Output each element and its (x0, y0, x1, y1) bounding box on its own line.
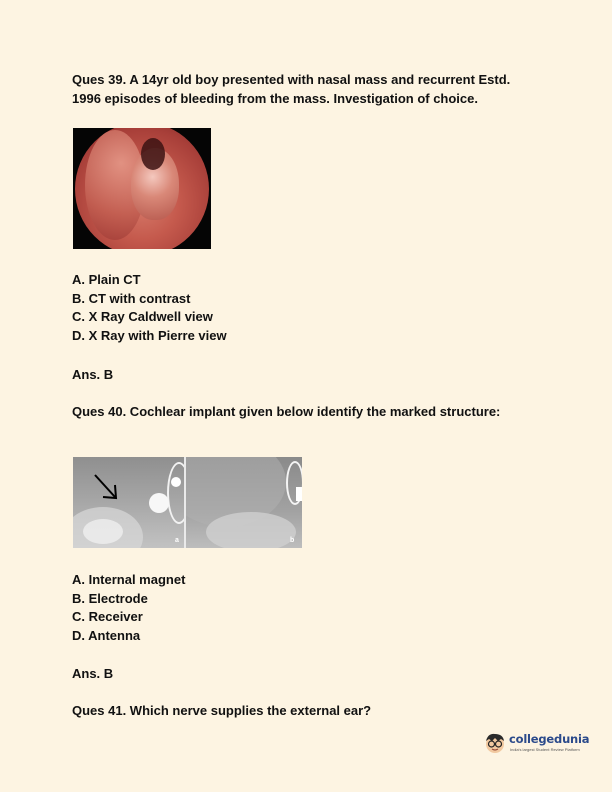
question-39-line-2: 1996 episodes of bleeding from the mass. Investigation of choice. (72, 91, 478, 106)
collegedunia-logo (484, 730, 604, 760)
question-39 (72, 70, 552, 108)
question-40: Ques 40. Cochlear implant given below identify the marked structure: (72, 404, 501, 419)
question-40-options (72, 571, 185, 645)
logo-tagline: India's largest Student Review Platform (510, 747, 580, 752)
panel-label-a: a (175, 537, 179, 544)
option-c[interactable]: C. X Ray Caldwell view (72, 309, 213, 324)
cochlear-implant-xray-image (73, 457, 302, 548)
option-a[interactable]: A. Plain CT (72, 272, 141, 287)
option-b[interactable]: B. Electrode (72, 590, 148, 606)
option-c[interactable]: C. Receiver (72, 609, 143, 624)
xray-panel-b (186, 457, 302, 548)
option-b[interactable]: B. CT with contrast (72, 290, 191, 306)
panel-label-b: b (290, 537, 295, 544)
option-d[interactable]: D. Antenna (72, 627, 141, 643)
answer-39: Ans. B (72, 367, 114, 382)
answer-40: Ans. B (72, 666, 114, 681)
question-41: Ques 41. Which nerve supplies the external ear? (72, 703, 372, 718)
mascot-icon (484, 732, 506, 754)
nasal-mass-endoscopy-image (73, 128, 211, 249)
xray-panel-a (73, 457, 184, 548)
logo-name: collegedunia (509, 732, 590, 746)
question-39-options (72, 271, 227, 345)
option-a[interactable]: A. Internal magnet (72, 572, 186, 587)
question-39-line-1: Ques 39. A 14yr old boy presented with nasal mass and recurrent Estd. (72, 72, 511, 87)
option-d[interactable]: D. X Ray with Pierre view (72, 327, 227, 343)
marker-arrow-icon (93, 473, 123, 503)
